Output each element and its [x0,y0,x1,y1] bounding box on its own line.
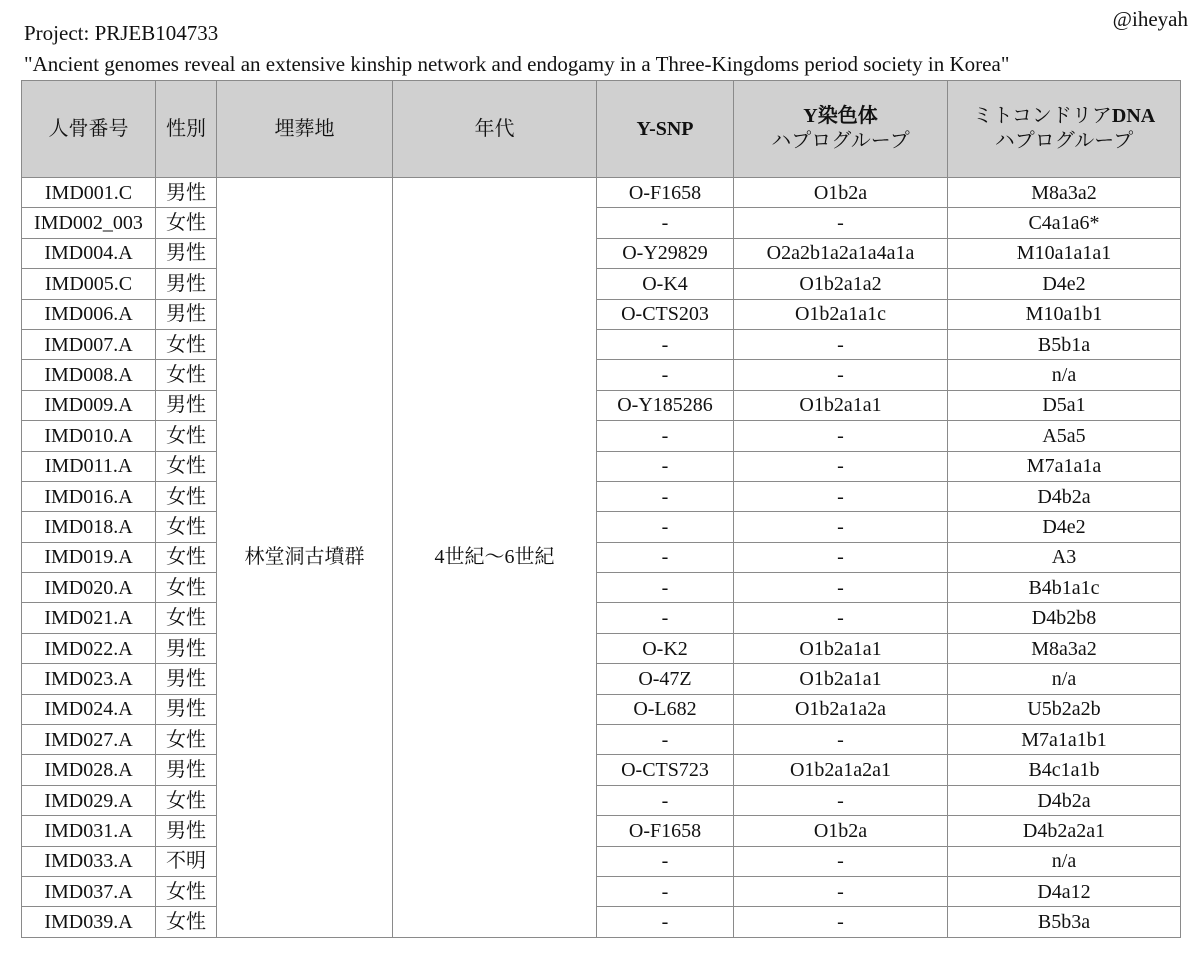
table-row [22,360,1181,390]
table-row [22,816,1181,846]
cell-ysnp: - [597,542,734,572]
cell-sex: 女性 [156,512,217,542]
cell-sex: 女性 [156,360,217,390]
cell-sex: 女性 [156,907,217,937]
cell-y-haplogroup: - [734,481,948,511]
cell-id: IMD006.A [22,299,156,329]
table-row [22,512,1181,542]
col-header-mt-line2: ハプログループ [994,130,1134,152]
cell-sex: 女性 [156,603,217,633]
cell-mt-haplogroup: D4b2b8 [948,603,1181,633]
cell-mt-haplogroup: D5a1 [948,390,1181,420]
table-row [22,907,1181,937]
cell-ysnp: - [597,876,734,906]
cell-ysnp: - [597,421,734,451]
cell-mt-haplogroup: C4a1a6* [948,208,1181,238]
cell-ysnp: O-F1658 [597,178,734,208]
cell-ysnp: - [597,846,734,876]
cell-mt-haplogroup: U5b2a2b [948,694,1181,724]
cell-id: IMD016.A [22,481,156,511]
table-row [22,178,1181,208]
cell-y-haplogroup: - [734,907,948,937]
cell-id: IMD039.A [22,907,156,937]
cell-y-haplogroup: - [734,846,948,876]
cell-y-haplogroup: O1b2a1a2a1 [734,755,948,785]
author-handle: @iheyah [1112,7,1188,31]
cell-id: IMD004.A [22,238,156,268]
col-header-y-haplogroup [734,81,948,178]
cell-mt-haplogroup: B4b1a1c [948,573,1181,603]
cell-id: IMD029.A [22,785,156,815]
cell-sex: 男性 [156,755,217,785]
cell-sex: 女性 [156,451,217,481]
cell-ysnp: - [597,208,734,238]
cell-sex: 女性 [156,785,217,815]
cell-id: IMD024.A [22,694,156,724]
col-header-mt-haplogroup [948,81,1181,178]
cell-id: IMD009.A [22,390,156,420]
cell-sex: 不明 [156,846,217,876]
cell-sex: 男性 [156,178,217,208]
haplogroup-table [21,80,1181,938]
cell-id: IMD005.C [22,269,156,299]
cell-mt-haplogroup: M7a1a1a [948,451,1181,481]
cell-ysnp: - [597,725,734,755]
cell-y-haplogroup: - [734,421,948,451]
table-row [22,725,1181,755]
col-header-id: 人骨番号 [22,81,156,178]
cell-sex: 女性 [156,725,217,755]
cell-ysnp: - [597,512,734,542]
project-id: Project: PRJEB104733 [24,21,219,45]
cell-id: IMD031.A [22,816,156,846]
table-row [22,785,1181,815]
cell-y-haplogroup: - [734,603,948,633]
cell-id: IMD033.A [22,846,156,876]
cell-y-haplogroup: O1b2a1a2a [734,694,948,724]
cell-mt-haplogroup: D4e2 [948,269,1181,299]
cell-y-haplogroup: O2a2b1a2a1a4a1a [734,238,948,268]
table-row [22,269,1181,299]
cell-ysnp: - [597,785,734,815]
header-row [22,81,1181,178]
cell-id: IMD010.A [22,421,156,451]
cell-mt-haplogroup: M8a3a2 [948,178,1181,208]
cell-mt-haplogroup: M10a1b1 [948,299,1181,329]
cell-sex: 女性 [156,573,217,603]
cell-ysnp: O-Y185286 [597,390,734,420]
cell-ysnp: O-47Z [597,664,734,694]
col-header-y-line1: Y染色体 [803,105,878,127]
cell-id: IMD018.A [22,512,156,542]
col-header-y-line2: ハプログループ [771,130,910,152]
cell-y-haplogroup: O1b2a [734,816,948,846]
cell-mt-haplogroup: M10a1a1a1 [948,238,1181,268]
cell-mt-haplogroup: B4c1a1b [948,755,1181,785]
table-row [22,299,1181,329]
cell-sex: 女性 [156,421,217,451]
cell-mt-haplogroup: D4b2a [948,481,1181,511]
cell-id: IMD019.A [22,542,156,572]
table-row [22,451,1181,481]
col-header-era: 年代 [393,81,597,178]
cell-mt-haplogroup: D4b2a2a1 [948,816,1181,846]
cell-era: 4世紀〜6世紀 [393,178,597,938]
cell-sex: 女性 [156,876,217,906]
table-row [22,481,1181,511]
table-row [22,755,1181,785]
cell-mt-haplogroup: D4b2a [948,785,1181,815]
cell-sex: 男性 [156,633,217,663]
cell-ysnp: O-CTS723 [597,755,734,785]
cell-id: IMD021.A [22,603,156,633]
cell-y-haplogroup: O1b2a [734,178,948,208]
table-row [22,573,1181,603]
cell-ysnp: O-K4 [597,269,734,299]
table-row [22,664,1181,694]
cell-sex: 男性 [156,269,217,299]
table-row [22,694,1181,724]
cell-id: IMD028.A [22,755,156,785]
cell-id: IMD027.A [22,725,156,755]
cell-mt-haplogroup: A3 [948,542,1181,572]
cell-mt-haplogroup: n/a [948,846,1181,876]
cell-id: IMD011.A [22,451,156,481]
table-row [22,633,1181,663]
cell-ysnp: O-L682 [597,694,734,724]
cell-id: IMD002_003 [22,208,156,238]
cell-y-haplogroup: - [734,451,948,481]
cell-ysnp: - [597,329,734,359]
cell-sex: 女性 [156,329,217,359]
table-row [22,329,1181,359]
cell-y-haplogroup: O1b2a1a1 [734,390,948,420]
cell-mt-haplogroup: M7a1a1b1 [948,725,1181,755]
cell-ysnp: O-K2 [597,633,734,663]
col-header-mt-line1a: ミトコンドリア [972,105,1112,127]
cell-id: IMD007.A [22,329,156,359]
cell-y-haplogroup: - [734,573,948,603]
cell-y-haplogroup: - [734,876,948,906]
table-row [22,846,1181,876]
col-header-mt-line1b: DNA [1111,105,1156,127]
cell-ysnp: - [597,907,734,937]
cell-ysnp: - [597,603,734,633]
table-row [22,208,1181,238]
cell-y-haplogroup: O1b2a1a1 [734,664,948,694]
cell-sex: 男性 [156,694,217,724]
cell-id: IMD008.A [22,360,156,390]
table-row [22,390,1181,420]
cell-y-haplogroup: - [734,208,948,238]
cell-id: IMD020.A [22,573,156,603]
cell-y-haplogroup: - [734,329,948,359]
cell-sex: 女性 [156,542,217,572]
cell-mt-haplogroup: D4e2 [948,512,1181,542]
cell-sex: 男性 [156,238,217,268]
col-header-site: 埋葬地 [217,81,393,178]
cell-sex: 男性 [156,664,217,694]
cell-id: IMD001.C [22,178,156,208]
cell-ysnp: - [597,451,734,481]
cell-mt-haplogroup: B5b3a [948,907,1181,937]
cell-ysnp: - [597,481,734,511]
cell-id: IMD022.A [22,633,156,663]
cell-id: IMD023.A [22,664,156,694]
cell-y-haplogroup: - [734,360,948,390]
cell-site: 林堂洞古墳群 [217,178,393,938]
cell-y-haplogroup: - [734,512,948,542]
paper-title: "Ancient genomes reveal an extensive kinship network and endogamy in a Three-Kingdoms period society in Korea" [24,52,1010,76]
table-row [22,238,1181,268]
cell-mt-haplogroup: n/a [948,664,1181,694]
cell-sex: 男性 [156,816,217,846]
cell-id: IMD037.A [22,876,156,906]
cell-y-haplogroup: O1b2a1a1 [734,633,948,663]
cell-mt-haplogroup: n/a [948,360,1181,390]
col-header-sex: 性別 [156,81,217,178]
cell-mt-haplogroup: D4a12 [948,876,1181,906]
cell-y-haplogroup: O1b2a1a1c [734,299,948,329]
col-header-ysnp: Y-SNP [597,81,734,178]
cell-ysnp: O-CTS203 [597,299,734,329]
cell-y-haplogroup: - [734,785,948,815]
cell-ysnp: O-F1658 [597,816,734,846]
table-row [22,876,1181,906]
cell-ysnp: - [597,573,734,603]
cell-sex: 女性 [156,208,217,238]
cell-y-haplogroup: O1b2a1a2 [734,269,948,299]
table-row [22,603,1181,633]
cell-sex: 男性 [156,299,217,329]
cell-y-haplogroup: - [734,725,948,755]
cell-mt-haplogroup: B5b1a [948,329,1181,359]
cell-ysnp: O-Y29829 [597,238,734,268]
table-row [22,542,1181,572]
cell-sex: 女性 [156,481,217,511]
table-row [22,421,1181,451]
cell-sex: 男性 [156,390,217,420]
cell-ysnp: - [597,360,734,390]
cell-y-haplogroup: - [734,542,948,572]
cell-mt-haplogroup: M8a3a2 [948,633,1181,663]
cell-mt-haplogroup: A5a5 [948,421,1181,451]
